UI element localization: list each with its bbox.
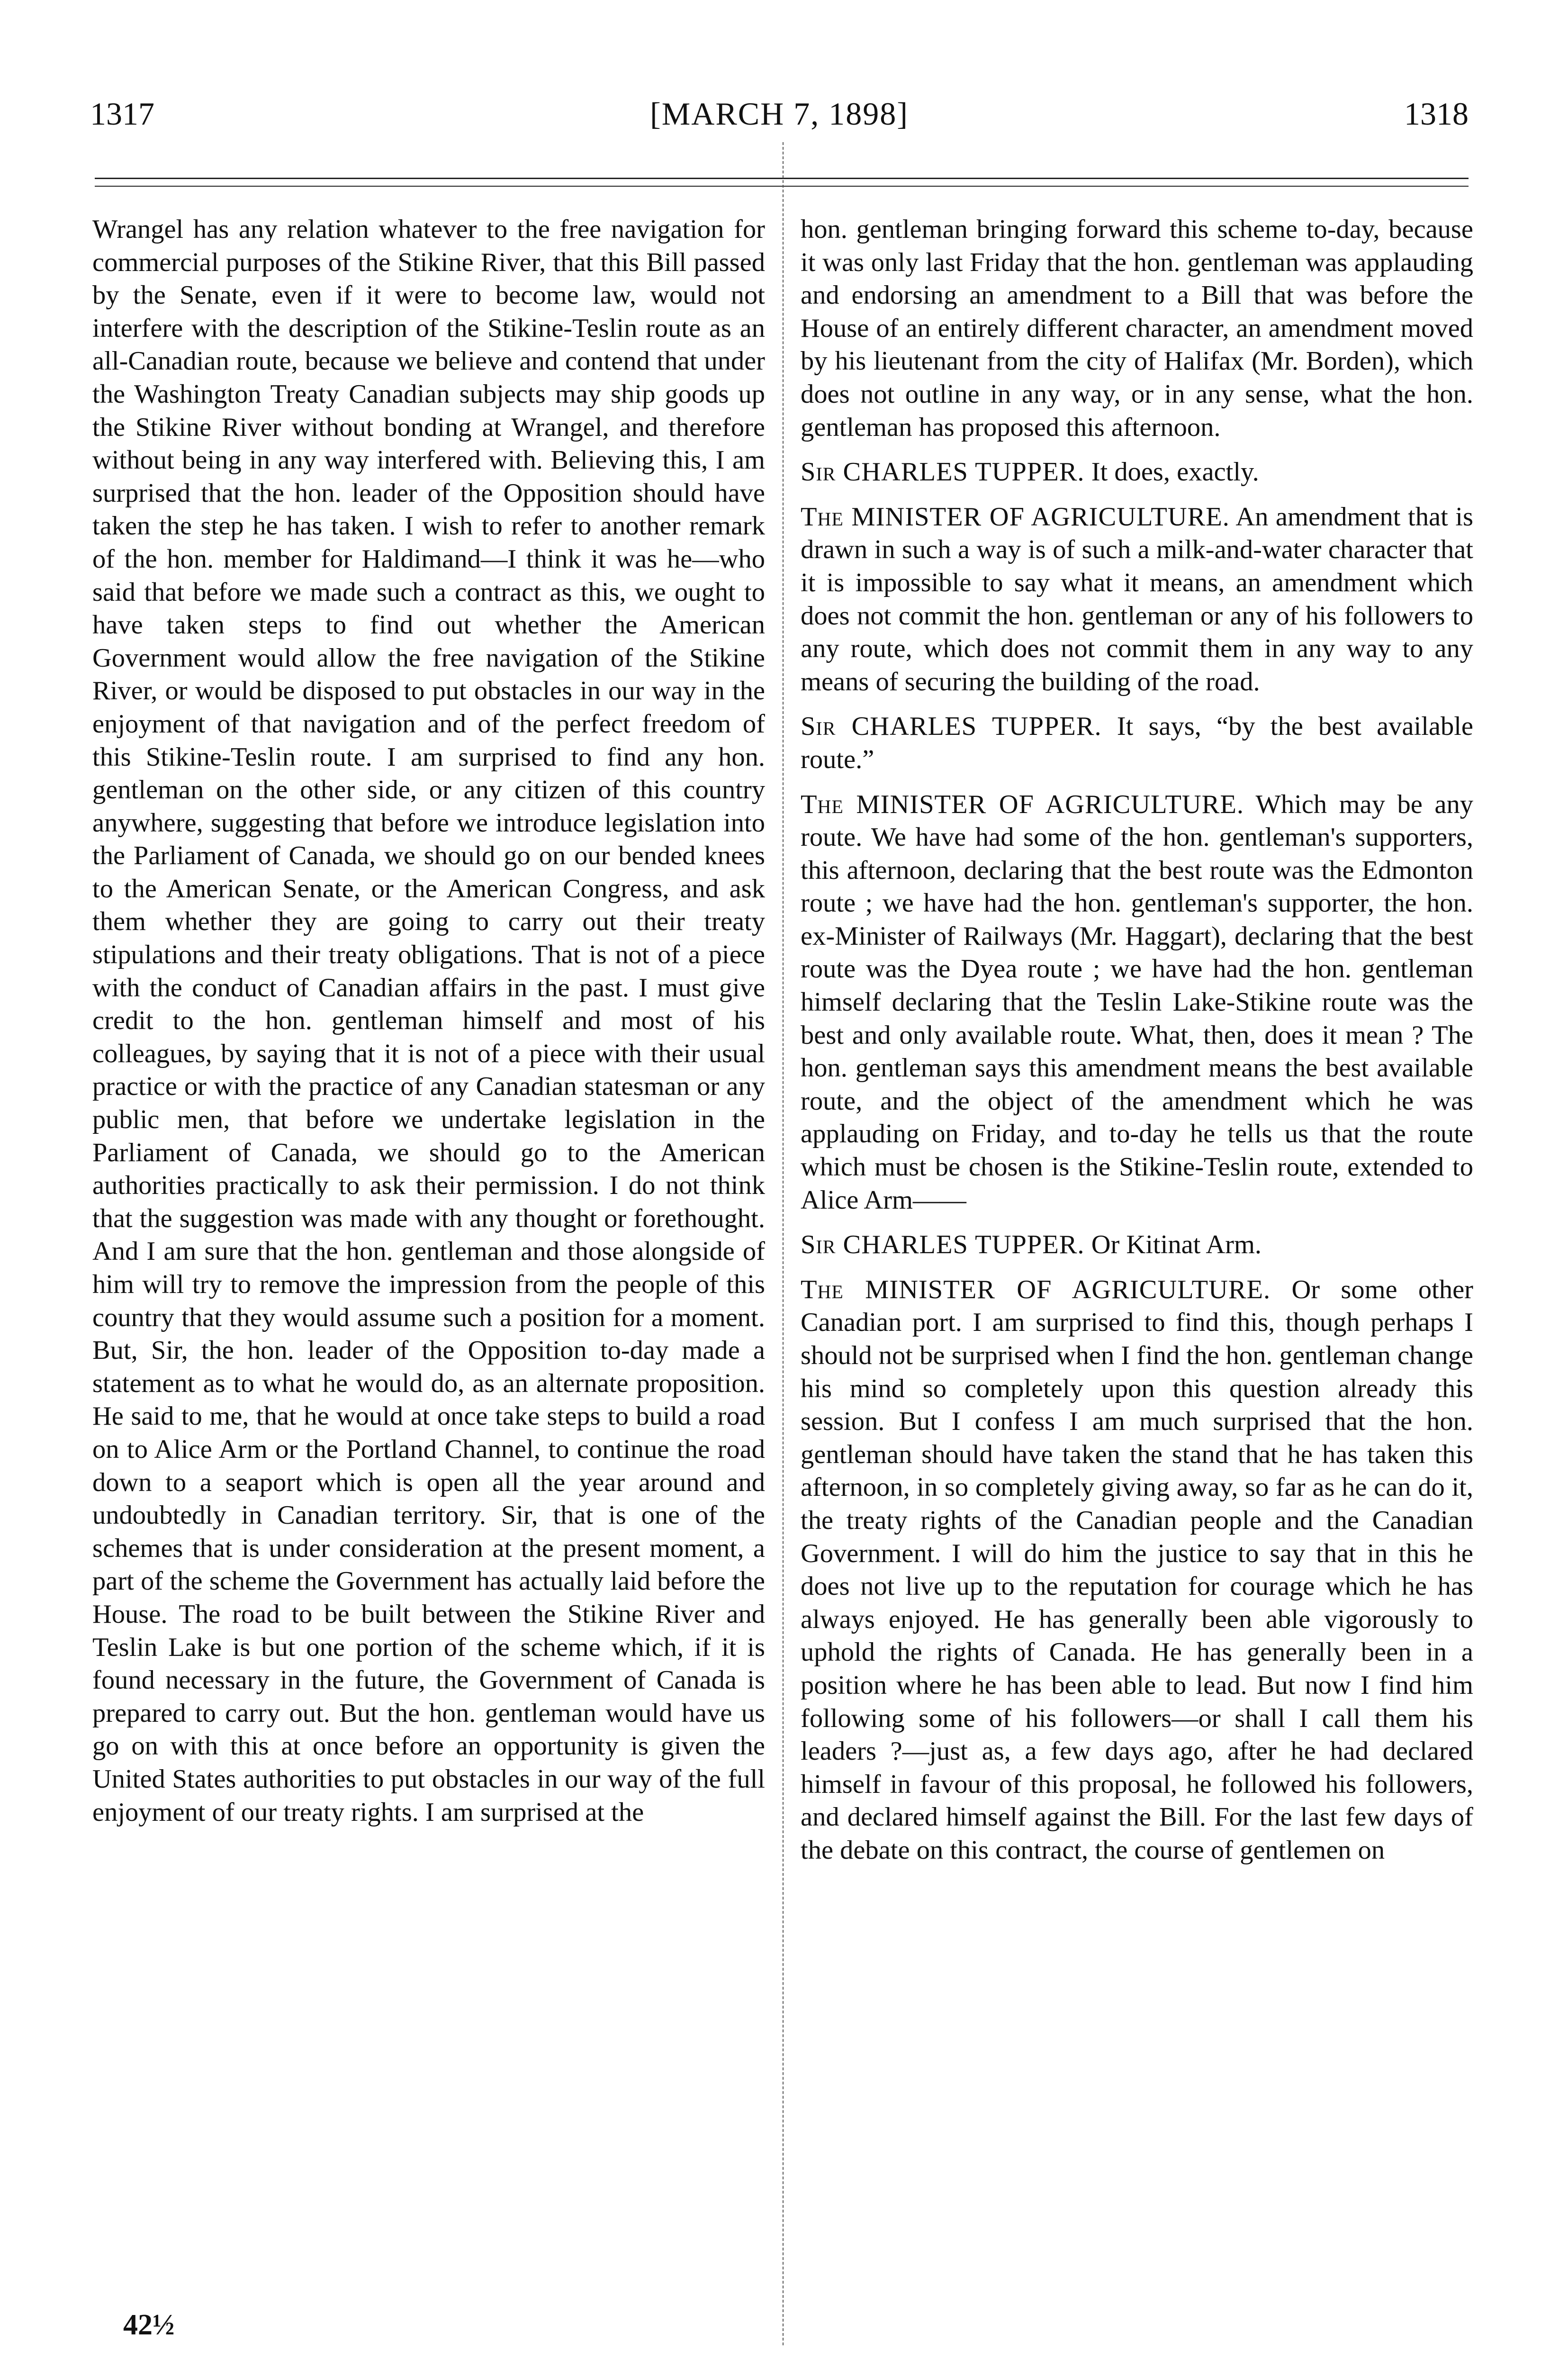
page-header <box>90 95 1469 133</box>
speech-text: Which may be any route. We have had some of the hon. gentleman's supporters, this afternoon, declaring that the best route was the Edmonton route ; we have had the hon. gentleman's supporter, the hon. ex-Minister of Railways (Mr. Haggart), declaring that the best route was the Dyea route ; we have had the hon. gentleman himself declaring that the Teslin Lake-Stikine route was the best and only available route. What, then, does it mean ? The hon. gentleman says this amendment means the best available route, and the object of the amendment which he was applauding on Friday, and to-day he tells us that the route which must be chosen is the Stikine-Teslin route, extended to Alice Arm—— <box>801 789 1473 1215</box>
speaker-name: The MINISTER OF AGRICULTURE. <box>801 1275 1271 1304</box>
speech-paragraph <box>801 1229 1473 1262</box>
speech-text: Or Kitinat Arm. <box>1084 1230 1262 1260</box>
signature-mark: 42½ <box>123 2309 175 2341</box>
speech-text: An amendment that is drawn in such a way is of such a milk-and-water character that it is impossible to say what it means, an amendment which does not commit the hon. gentleman or any of his followers to any route, which does not commit them in any way to any means of securing the building of the road. <box>801 502 1473 696</box>
page-date: [MARCH 7, 1898] <box>650 96 909 132</box>
speech-paragraph <box>801 456 1473 489</box>
speech-text: It says, “by the best available route.” <box>801 712 1473 774</box>
speaker-name: The MINISTER OF AGRICULTURE. <box>801 789 1244 819</box>
speech-paragraph <box>801 1274 1473 1867</box>
column-divider <box>783 142 784 2345</box>
speaker-name: Sir CHARLES TUPPER. <box>801 712 1102 741</box>
speaker-name: The MINISTER OF AGRICULTURE. <box>801 502 1230 532</box>
speech-text: Or some other Canadian port. I am surprised to find this, though perhaps I should not be surprised when I find the hon. gentleman change his mind so completely upon this question already this session. But I confess I am much surprised that the hon. gentleman should have taken the stand that he has taken this afternoon, in so completely giving away, so far as he can do it, the treaty rights of the Canadian people and the Canadian Government. I will do him the justice to say that in this he does not live up to the reputation for courage which he has always enjoyed. He has generally been able vigorously to uphold the rights of Canada. He has generally been in a position where he has been able to lead. But now I find him following some of his followers—or shall I call them his leaders ?—just as, a few days ago, after he had declared himself in favour of this proposal, he followed his followers, and declared himself against the Bill. For the last few days of the debate on this contract, the course of gentlemen on <box>801 1275 1474 1865</box>
speech-paragraph <box>801 501 1473 699</box>
speech-paragraph <box>801 788 1473 1217</box>
header-rule <box>95 178 1469 179</box>
left-column <box>92 213 765 1829</box>
left-paragraph: Wrangel has any relation whatever to the free navigation for commercial purposes of the Stikine River, that this Bill passed by the Senate, even if it were to become law, would not interfere with the description of the Stikine-Teslin route as an all-Canadian route, because we believe and contend that under the Washington Treaty Canadian subjects may ship goods up the Stikine River without bonding at Wrangel, and therefore without being in any way interfered with. Believing this, I am surprised that the hon. leader of the Opposition should have taken the step he has taken. I wish to refer to another remark of the hon. member for Haldimand—I think it was he—who said that before we made such a contract as this, we ought to have taken steps to find out whether the American Government would allow the free navigation of the Stikine River, or would be disposed to put obstacles in our way in the enjoyment of that navigation and of the perfect freedom of this Stikine-Teslin route. I am surprised to find any hon. gentleman on the other side, or any citizen of this country anywhere, suggesting that before we introduce legislation into the Parliament of Canada, we should go on our bended knees to the American Senate, or the American Congress, and ask them whether they are going to carry out their treaty stipulations and their treaty obligations. That is not of a piece with the conduct of Canadian affairs in the past. I must give credit to the hon. gentleman himself and most of his colleagues, by saying that it is not of a piece with their usual practice or with the practice of any Canadian statesman or any public men, that before we undertake legislation in the Parliament of Canada, we should go to the American authorities practically to ask their permission. I do not think that the suggestion was made with any thought or forethought. And I am sure that the hon. gentleman and those alongside of him will try to remove the impression from the people of this country that they would assume such a position for a moment. But, Sir, the hon. leader of the Opposition to-day made a statement as to what he would do, as an alternate proposition. He said to me, that he would at once take steps to build a road on to Alice Arm or the Portland Channel, to continue the road down to a seaport which is open all the year around and undoubtedly in Canadian territory. Sir, that is one of the schemes that is under consideration at the present moment, a part of the scheme the Government has actually laid before the House. The road to be built between the Stikine River and Teslin Lake is but one portion of the scheme which, if it is found necessary in the future, the Government of Canada is prepared to carry out. But the hon. gentleman would have us go on with this at once before an opportunity is given the United States authorities to put obstacles in our way of the full enjoyment of our treaty rights. I am surprised at the <box>92 215 765 1827</box>
right-column <box>801 213 1473 1867</box>
page-number-left: 1317 <box>90 96 154 132</box>
right-paragraph-continuation: hon. gentleman bringing forward this scheme to-day, because it was only last Friday that the hon. gentleman was applauding and endorsing an amendment to a Bill that was before the House of an entirely different character, an amendment moved by his lieutenant from the city of Halifax (Mr. Borden), which does not outline in any way, or in any sense, what the hon. gentleman has proposed this afternoon. <box>801 215 1473 442</box>
speech-text: It does, exactly. <box>1084 457 1259 487</box>
header-rule-thin <box>95 186 1469 187</box>
speaker-name: Sir CHARLES TUPPER. <box>801 457 1085 487</box>
page-number-right: 1318 <box>1404 96 1469 132</box>
speaker-name: Sir CHARLES TUPPER. <box>801 1230 1085 1260</box>
speech-paragraph <box>801 710 1473 776</box>
